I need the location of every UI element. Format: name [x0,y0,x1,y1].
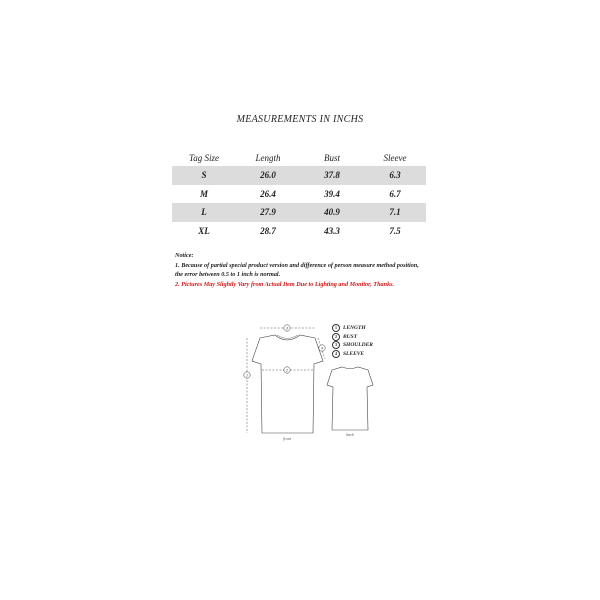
notes-section [175,251,435,289]
note-2: 2. Pictures May Slightly Vary from Actual Item Due to Lighting and Monitor, Thanks. [175,280,395,288]
back-caption: back [346,432,354,437]
back-tshirt-illustration [327,367,373,430]
legend-item [332,324,373,333]
legend-item [332,333,373,342]
table-row [172,166,426,185]
legend-number: 4 [332,350,340,358]
notes-heading: Notice: [175,252,194,259]
note-1-line-2: the error between 0.5 to 1 inch is normal. [175,271,281,279]
legend-label: BUST [343,333,358,340]
legend-item [332,341,373,350]
marker-bust-number: 2 [286,368,288,373]
note-1-line-1: 1. Because of partial special product version and difference of person measure method position, [175,261,419,269]
front-caption: front [283,436,291,441]
cell-size: S [201,170,207,181]
marker-length-number: 1 [246,373,248,378]
marker-shoulder-number: 3 [286,326,288,331]
cell-sleeve: 7.1 [389,207,401,218]
cell-length: 28.7 [260,225,276,236]
front-tshirt-illustration [252,335,323,433]
cell-sleeve: 7.5 [389,225,401,236]
table-header-row [172,149,426,166]
header-tag-size: Tag Size [189,152,219,163]
cell-sleeve: 6.7 [389,188,401,199]
marker-sleeve-number: 4 [321,346,323,351]
cell-bust: 39.4 [324,188,340,199]
cell-sleeve: 6.3 [389,170,401,181]
page-title: MEASUREMENTS IN INCHS [236,114,364,125]
legend-number: 3 [332,341,340,349]
table-row [172,222,426,241]
header-sleeve: Sleeve [383,152,407,163]
legend-label: LENGTH [343,325,366,331]
cell-bust: 40.9 [324,207,340,218]
measurement-legend [332,324,373,358]
legend-label: SLEEVE [343,350,365,357]
header-bust: Bust [323,152,340,163]
cell-length: 26.4 [260,188,276,199]
table-row [172,203,426,222]
legend-label: SHOULDER [343,342,373,349]
legend-number: 2 [332,333,340,341]
legend-number: 1 [332,324,340,332]
cell-length: 26.0 [260,170,276,181]
legend-item [332,350,373,359]
cell-size: XL [198,225,210,236]
size-table [172,149,426,240]
cell-size: L [201,207,207,218]
measurement-diagram [230,315,410,445]
cell-bust: 37.8 [324,170,340,181]
cell-bust: 43.3 [324,225,340,236]
table-row [172,185,426,204]
cell-length: 27.9 [260,207,276,218]
header-length: Length [255,152,281,163]
cell-size: M [199,188,208,199]
